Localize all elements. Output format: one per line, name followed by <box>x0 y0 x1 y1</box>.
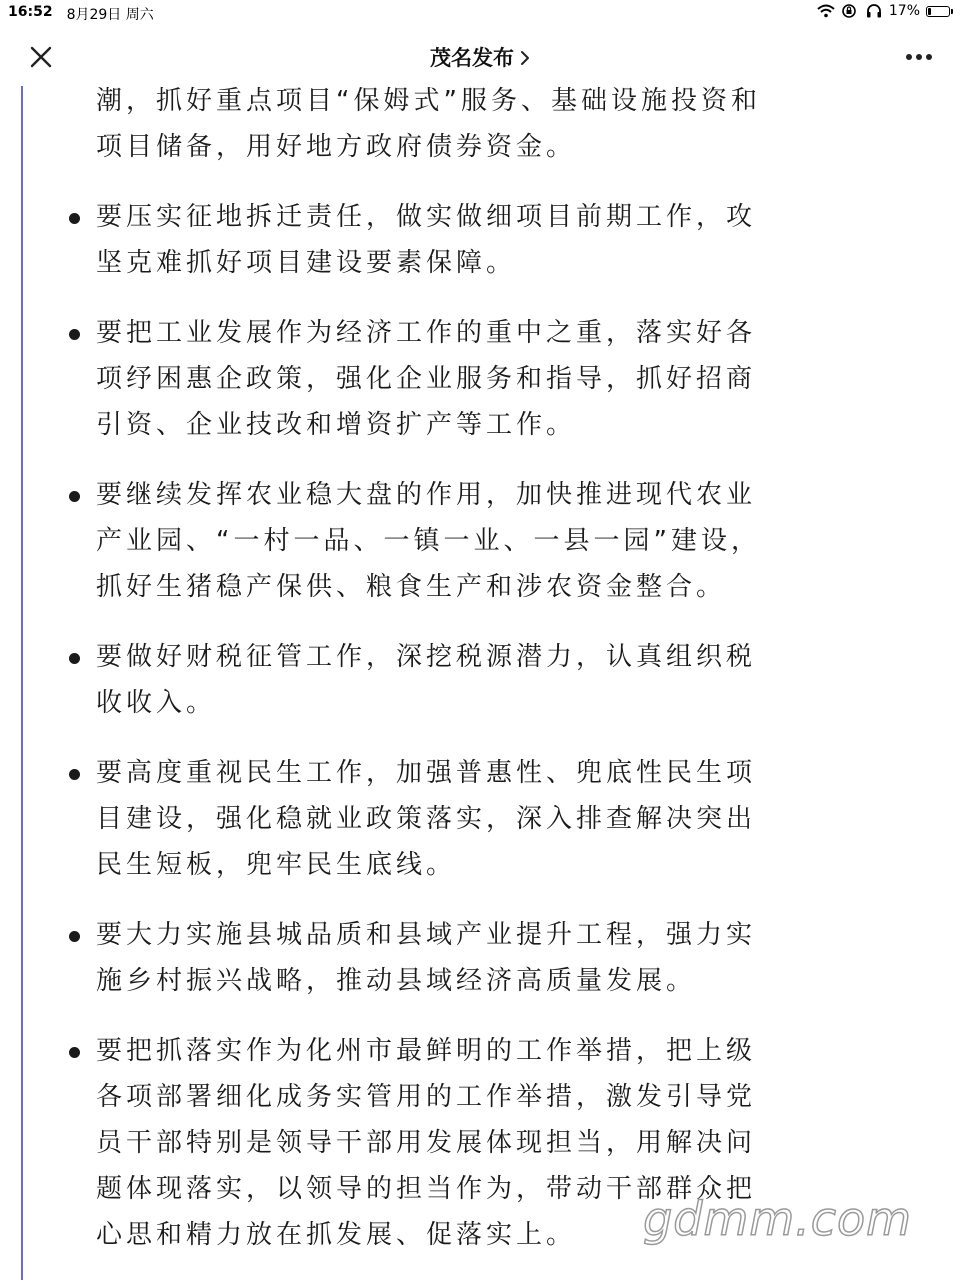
list-item-text: 要做好财税征管工作，深挖税源潜力，认真组织税收收入。 <box>96 642 756 718</box>
list-item-text: 要把工业发展作为经济工作的重中之重，落实好各项纾困惠企政策，强化企业服务和指导，抓好招商引资、企业技改和增资扩产等工作。 <box>96 318 756 440</box>
article-paragraph: 潮，抓好重点项目“保姆式”服务、基础设施投资和项目储备，用好地方政府债券资金。 <box>96 78 776 170</box>
rotation-lock-icon <box>841 3 859 19</box>
bullet-icon <box>69 1047 80 1058</box>
headphones-icon <box>865 3 883 19</box>
bullet-icon <box>69 213 80 224</box>
list-item-text: 要把抓落实作为化州市最鲜明的工作举措，把上级各项部署细化成务实管用的工作举措，激发引导党员干部特别是领导干部用发展体现担当，用解决问题体现落实，以领导的担当作为，带动干部群众把心思和精力放在抓发展、促落实上。 <box>96 1036 756 1250</box>
status-date: 8月29日 周六 <box>67 4 154 24</box>
battery-fill <box>928 8 931 15</box>
status-right <box>817 3 950 19</box>
list-item-text: 要继续发挥农业稳大盘的作用，加快推进现代农业产业园、“一村一品、一镇一业、一县一园”建设，抓好生猪稳产保供、粮食生产和涉农资金整合。 <box>96 480 761 602</box>
watermark: gdmm.com <box>643 1192 912 1246</box>
bullet-icon <box>69 653 80 664</box>
bullet-icon <box>69 769 80 780</box>
page-title: 茂名发布 <box>430 46 514 70</box>
battery-icon <box>926 6 950 17</box>
list-item <box>96 310 776 448</box>
list-item-text: 要高度重视民生工作，加强普惠性、兜底性民生项目建设，强化稳就业政策落实，深入排查解决突出民生短板，兜牢民生底线。 <box>96 758 756 880</box>
status-bar <box>0 0 960 28</box>
bullet-icon <box>69 491 80 502</box>
article-content <box>96 78 776 1282</box>
status-time: 16:52 <box>8 4 53 24</box>
bullet-list <box>96 194 776 1258</box>
more-icon <box>902 44 936 70</box>
battery-percent: 17% <box>889 3 920 19</box>
list-item-text: 要大力实施县城品质和县域产业提升工程，强力实施乡村振兴战略，推动县域经济高质量发展。 <box>96 920 756 996</box>
status-left <box>8 4 154 24</box>
list-item <box>96 750 776 888</box>
quote-border <box>21 86 23 1280</box>
account-title-link[interactable] <box>0 42 960 72</box>
list-item <box>96 472 776 610</box>
bullet-icon <box>69 329 80 340</box>
more-button[interactable] <box>902 44 936 70</box>
list-item <box>96 194 776 286</box>
bullet-icon <box>69 931 80 942</box>
list-item <box>96 912 776 1004</box>
wifi-icon <box>817 3 835 19</box>
list-item-text: 要压实征地拆迁责任，做实做细项目前期工作，攻坚克难抓好项目建设要素保障。 <box>96 202 756 278</box>
list-item <box>96 634 776 726</box>
chevron-right-icon <box>520 47 530 71</box>
